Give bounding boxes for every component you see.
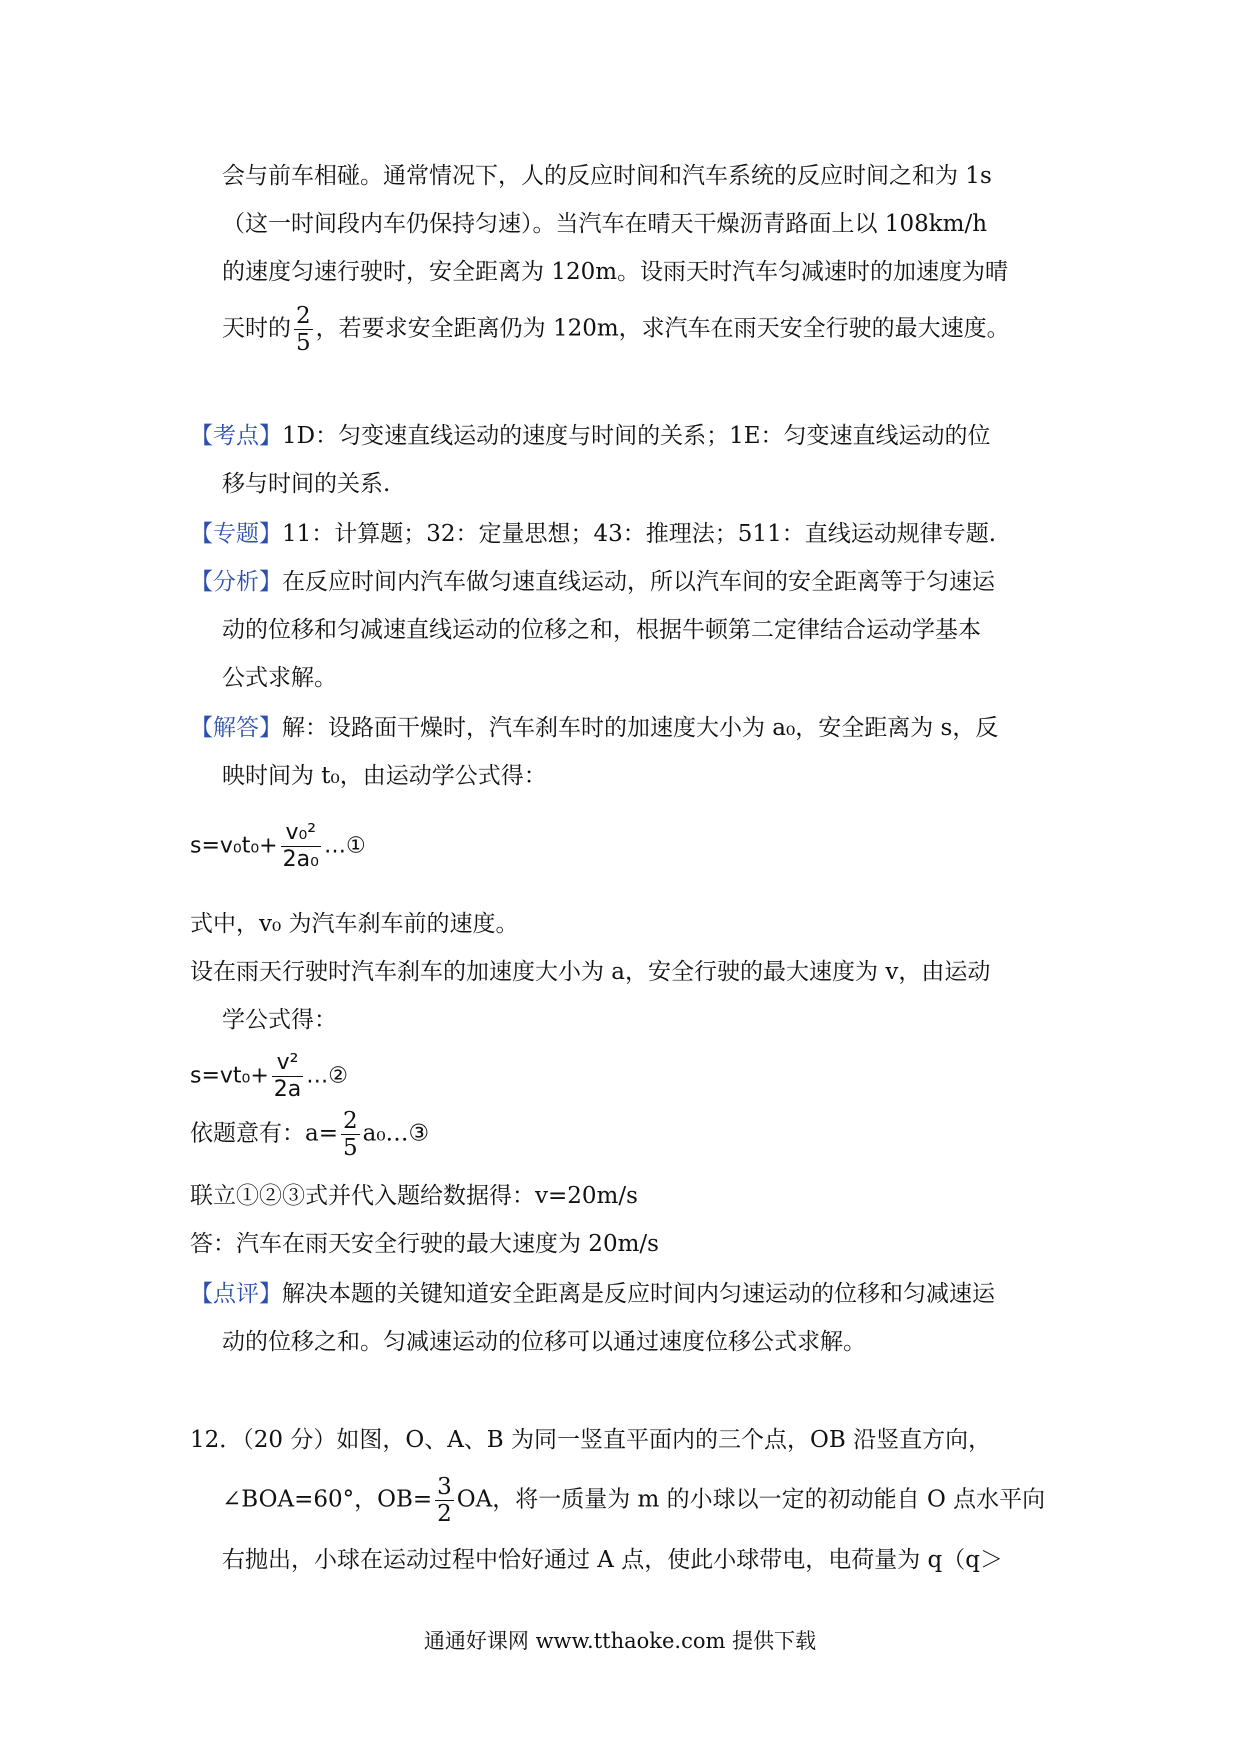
problem12-numerator: 3 [437,1474,452,1500]
equation-3-tail: a₀…③ [362,1120,430,1147]
equation-2-denominator: 2a [273,1077,302,1102]
zhuanti-line [190,518,996,550]
fenxi-text-1: 在反应时间内汽车做匀速直线运动，所以汽车间的安全距离等于匀速运 [282,569,995,595]
dianping-line-2: 动的位移之和。匀减速运动的位移可以通过速度位移公式求解。 [222,1329,866,1355]
dianping-tag: 【点评】 [190,1281,282,1307]
equation-2 [190,1050,348,1103]
equation-1 [190,820,366,873]
kaodian-line-2: 移与时间的关系. [222,471,391,497]
dianping-line-1 [190,1278,995,1310]
equation-1-left: s=v₀t₀+ [190,833,278,859]
problem11-line-3: 的速度匀速行驶时，安全距离为 120m。设雨天时汽车匀减速时的加速度为晴 [222,259,1009,285]
equation-2-fraction [272,1050,303,1103]
jieda-line-4: 设在雨天行驶时汽车刹车的加速度大小为 a，安全行驶的最大速度为 v，由运动 [190,959,991,985]
problem11-line-4-tail: ，若要求安全距离仍为 120m，求汽车在雨天安全行驶的最大速度。 [315,315,1010,342]
problem12-line-2-left: ∠BOA=60°，OB= [222,1486,433,1513]
problem12-fraction [435,1474,454,1527]
jieda-line-3: 式中，v₀ 为汽车刹车前的速度。 [190,911,519,937]
fenxi-tag: 【分析】 [190,569,282,595]
fenxi-line-1 [190,566,995,598]
kaodian-text-1: 1D：匀变速直线运动的速度与时间的关系；1E：匀变速直线运动的位 [282,423,991,449]
equation-3-denominator: 5 [342,1135,358,1161]
problem11-line-4 [222,303,1010,356]
equation-1-tail: …① [323,833,366,859]
fraction-numerator: 2 [296,303,311,329]
problem11-line-2: （这一时间段内车仍保持匀速）。当汽车在晴天干燥沥青路面上以 108km/h [222,211,988,237]
problem11-fraction [294,303,313,356]
problem12-line-2 [222,1474,1045,1527]
dianping-text-1: 解决本题的关键知道安全距离是反应时间内匀速运动的位移和匀减速运 [282,1281,995,1307]
equation-3-fraction [341,1108,360,1161]
jieda-line-1 [190,712,998,744]
equation-1-denominator: 2a₀ [282,847,319,872]
equation-3-numerator: 2 [342,1108,358,1134]
equation-2-left: s=vt₀+ [190,1063,269,1089]
jieda-line-7: 答：汽车在雨天安全行驶的最大速度为 20m/s [190,1231,659,1257]
jieda-line-2: 映时间为 t₀，由运动学公式得： [222,763,547,789]
jieda-line-5: 学公式得： [222,1007,337,1033]
jieda-line-6: 联立①②③式并代入题给数据得：v=20m/s [190,1183,638,1209]
jieda-text-1: 解：设路面干燥时，汽车刹车时的加速度大小为 a₀，安全距离为 s，反 [282,715,999,741]
jieda-tag: 【解答】 [190,715,282,741]
zhuanti-text: 11：计算题；32：定量思想；43：推理法；511：直线运动规律专题. [282,521,997,547]
problem11-line-1: 会与前车相碰。通常情况下，人的反应时间和汽车系统的反应时间之和为 1s [222,163,992,189]
equation-3-left: 依题意有：a= [190,1120,338,1147]
equation-3 [190,1108,429,1161]
fenxi-line-3: 公式求解。 [222,665,337,691]
problem12-line-2-right: OA，将一质量为 m 的小球以一定的初动能自 O 点水平向 [456,1486,1046,1513]
fenxi-line-2: 动的位移和匀减速直线运动的位移之和，根据牛顿第二定律结合运动学基本 [222,617,981,643]
page-footer: 通通好课网 www.tthaoke.com 提供下载 [423,1629,817,1653]
fraction-denominator: 5 [296,330,311,356]
kaodian-tag: 【考点】 [190,423,282,449]
problem12-denominator: 2 [437,1501,452,1527]
equation-2-tail: …② [306,1063,349,1089]
problem12-line-1: 12．（20 分）如图，O、A、B 为同一竖直平面内的三个点，OB 沿竖直方向， [190,1427,992,1453]
kaodian-line-1 [190,420,991,452]
problem11-line-4-text: 天时的 [222,315,291,342]
equation-1-numerator: v₀² [281,820,321,847]
equation-1-fraction [281,820,321,873]
zhuanti-tag: 【专题】 [190,521,282,547]
problem12-line-3: 右抛出，小球在运动过程中恰好通过 A 点，使此小球带电，电荷量为 q（q＞ [222,1547,1003,1573]
equation-2-numerator: v² [272,1050,303,1077]
